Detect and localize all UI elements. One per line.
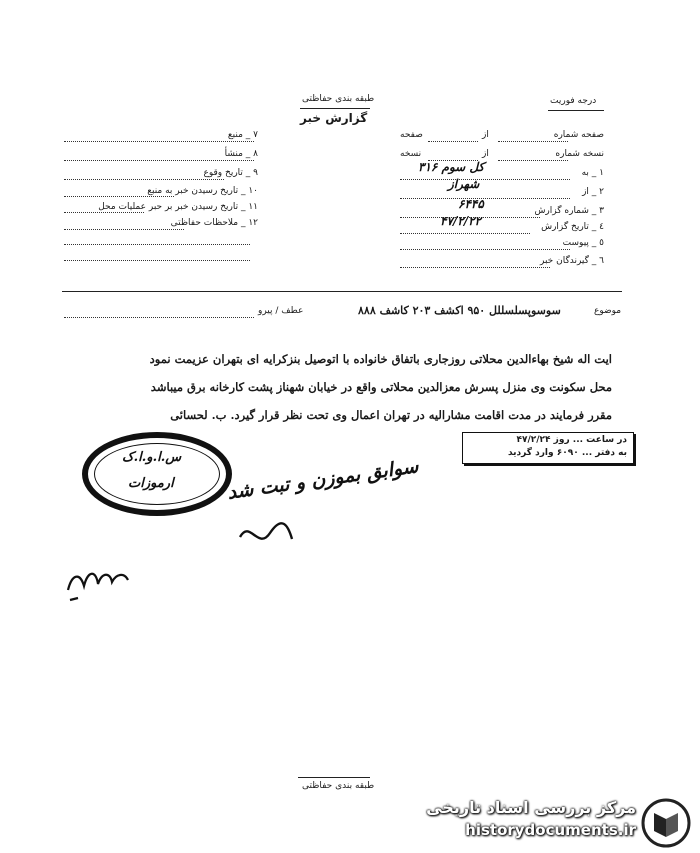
watermark-url: historydocuments.ir — [465, 821, 636, 839]
subject-value: سوسوپسلسللل ۹۵۰ اکشف ۲۰۳ کاشف ۸۸۸ — [358, 304, 561, 317]
classification-underline — [300, 108, 370, 109]
oval-stamp-line-1: س.ا.و.ا.ک — [122, 450, 182, 465]
field-report-date-value: ۴۷/۲/۲۲ — [440, 214, 481, 228]
receipt-stamp — [462, 432, 634, 464]
reference-label: عطف / پیرو — [258, 306, 304, 316]
field-page-number-mid: از — [482, 130, 489, 140]
field-attachment-label: ٥ _ پیوست — [562, 238, 604, 248]
classification-bottom: طبقه بندی حفاظتی — [302, 781, 375, 791]
field-from-label: ۲ _ از — [582, 187, 604, 197]
subject-label: موضوع — [594, 306, 622, 316]
classification-top: طبقه بندی حفاظتی — [302, 94, 375, 104]
handwritten-note: سوابق بموزن و تبت شد — [226, 455, 420, 504]
footer-overline — [298, 777, 370, 778]
watermark-name: مرکز بررسی اسناد تاریخی — [426, 798, 636, 817]
form-title: گزارش خبر — [300, 111, 368, 125]
field-occurrence-date-label: ۹ _ تاریخ وقوع — [203, 168, 258, 178]
handwritten-flourish — [236, 515, 296, 555]
field-page-number-end: صفحه — [400, 130, 423, 140]
field-to-label: ۱ _ به — [581, 168, 604, 178]
field-page-number-label: صفحه شماره — [553, 130, 604, 140]
body-line-1: ایت اله شیخ بهاءالدین محلاتی روزجاری باتفاق خانواده با اتوصیل بنزکرایه ای بتهران عزیمت نمود — [149, 352, 612, 366]
field-report-number-label: ۳ _ شماره گزارش — [534, 206, 604, 216]
signature-text — [62, 600, 64, 601]
field-security-notes-label: ۱۲ _ ملاحظات حفاظتی — [170, 218, 258, 228]
body-line-3: مقرر فرمایند در مدت اقامت مشارالیه در تهران اعمال وی تحت نظر قرار گیرد. ب. لحسائی — [170, 408, 612, 422]
field-from-value: شهراز — [448, 177, 480, 191]
body-line-2: محل سکونت وی منزل پسرش معزالدین محلاتی واقع در خیابان شهناز پشت کارخانه برق میباشد — [150, 380, 612, 394]
section-divider — [62, 291, 622, 292]
field-report-number-value: ۶۴۴۵ — [458, 197, 484, 211]
signature-scribble — [62, 560, 132, 610]
field-copy-number-label: نسخه شماره — [555, 149, 604, 159]
oval-stamp-line-2: ارموزات — [128, 476, 174, 491]
priority-label: درجه فوریت — [550, 96, 597, 106]
field-recipients-label: ٦ _ گیرندگان خبر — [539, 256, 604, 266]
field-report-date-label: ٤ _ تاریخ گزارش — [541, 222, 604, 232]
field-copy-number-end: نسخه — [400, 149, 422, 159]
receipt-stamp-line-2: به دفتر ... ۶۰۹۰ وارد گردید — [507, 448, 627, 458]
priority-underline — [548, 110, 604, 111]
field-to-value: کل سوم ۳۱۶ — [418, 160, 485, 174]
watermark — [410, 795, 700, 853]
field-copy-number-mid: از — [482, 149, 489, 159]
oval-stamp — [82, 432, 232, 516]
field-origin-label: ۸ _ منشأ — [224, 149, 258, 159]
book-logo-icon — [640, 797, 692, 849]
receipt-stamp-line-1: در ساعت ... روز ۴۷/۲/۲۴ — [516, 435, 627, 445]
field-ops-receive-date-label: ۱۱ _ تاریخ رسیدن خبر بر حبر عملیات محل — [98, 202, 258, 212]
field-source-label: ۷ _ منبع — [227, 130, 258, 140]
field-source-receive-date-label: ۱۰ _ تاریخ رسیدن خبر به منبع — [147, 186, 258, 196]
